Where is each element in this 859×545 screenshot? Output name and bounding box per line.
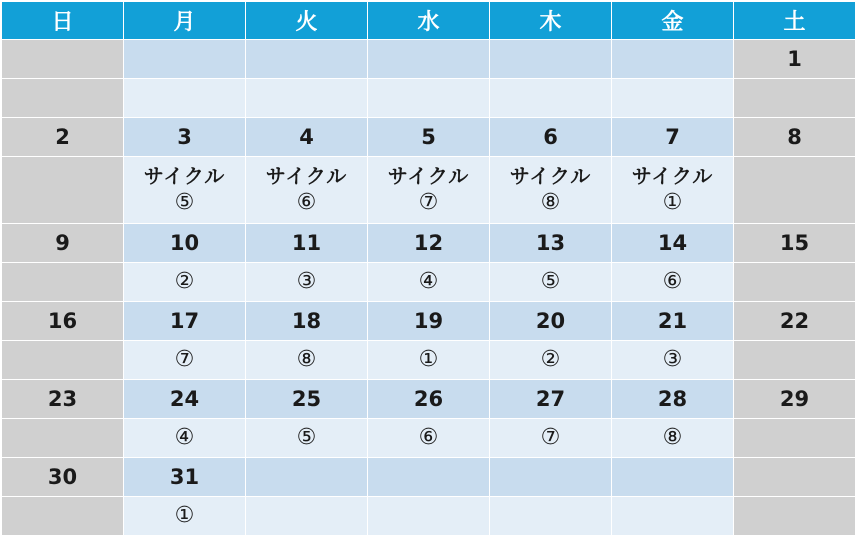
cycle-cell — [124, 79, 246, 118]
cycle-cell — [368, 157, 490, 224]
cycle-cell — [490, 79, 612, 118]
date-cell: 9 — [2, 224, 124, 263]
cycle-number: ⑦ — [540, 425, 561, 451]
cycle-cell — [2, 263, 124, 302]
date-cell: 20 — [490, 302, 612, 341]
cycle-number: ⑤ — [174, 189, 195, 215]
cycle-cell — [246, 497, 368, 536]
date-cell: 31 — [124, 458, 246, 497]
weekday-header-wed: 水 — [368, 2, 490, 40]
cycle-cell — [368, 419, 490, 458]
cycle-cell — [124, 497, 246, 536]
date-cell — [368, 458, 490, 497]
cycle-cell — [2, 79, 124, 118]
date-cell: 13 — [490, 224, 612, 263]
date-cell — [124, 40, 246, 79]
date-cell: 24 — [124, 380, 246, 419]
date-cell: 25 — [246, 380, 368, 419]
date-cell: 21 — [612, 302, 734, 341]
date-cell: 10 — [124, 224, 246, 263]
date-cell — [734, 458, 856, 497]
date-cell: 8 — [734, 118, 856, 157]
date-cell: 26 — [368, 380, 490, 419]
date-cell: 16 — [2, 302, 124, 341]
cycle-number: ③ — [662, 347, 683, 373]
cycle-number: ⑧ — [296, 347, 317, 373]
date-cell: 30 — [2, 458, 124, 497]
cycle-cell — [2, 157, 124, 224]
cycle-cell — [612, 157, 734, 224]
cycle-label: サイクル — [143, 163, 226, 188]
date-cell — [490, 458, 612, 497]
cycle-label: サイクル — [387, 163, 470, 188]
date-cell: 11 — [246, 224, 368, 263]
weekday-header-mon: 月 — [124, 2, 246, 40]
date-cell — [612, 40, 734, 79]
cycle-cell — [246, 263, 368, 302]
date-cell — [490, 40, 612, 79]
cycle-number: ⑤ — [540, 269, 561, 295]
cycle-cell — [734, 419, 856, 458]
cycle-cell — [124, 341, 246, 380]
cycle-cell — [490, 263, 612, 302]
date-cell: 17 — [124, 302, 246, 341]
cycle-number: ② — [174, 269, 195, 295]
cycle-cell — [124, 157, 246, 224]
cycle-cell — [2, 419, 124, 458]
weekday-header-thu: 木 — [490, 2, 612, 40]
cycle-cell — [490, 497, 612, 536]
cycle-number: ⑥ — [296, 189, 317, 215]
cycle-number: ④ — [174, 425, 195, 451]
cycle-cell — [2, 497, 124, 536]
cycle-number: ⑧ — [662, 425, 683, 451]
cycle-label: サイクル — [509, 163, 592, 188]
cycle-number: ② — [540, 347, 561, 373]
cycle-cell — [612, 341, 734, 380]
date-cell: 1 — [734, 40, 856, 79]
monthly-calendar — [2, 2, 856, 536]
weekday-header-tue: 火 — [246, 2, 368, 40]
cycle-number: ⑦ — [418, 189, 439, 215]
cycle-cell — [124, 263, 246, 302]
date-cell — [246, 458, 368, 497]
cycle-cell — [490, 419, 612, 458]
date-cell: 15 — [734, 224, 856, 263]
date-cell: 7 — [612, 118, 734, 157]
cycle-cell — [490, 341, 612, 380]
cycle-cell — [368, 341, 490, 380]
weekday-header-sat: 土 — [734, 2, 856, 40]
cycle-label: サイクル — [631, 163, 714, 188]
cycle-cell — [612, 497, 734, 536]
cycle-cell — [368, 263, 490, 302]
date-cell: 19 — [368, 302, 490, 341]
date-cell: 23 — [2, 380, 124, 419]
cycle-cell — [124, 419, 246, 458]
cycle-cell — [2, 341, 124, 380]
cycle-number: ① — [662, 189, 683, 215]
date-cell: 2 — [2, 118, 124, 157]
cycle-number: ⑦ — [174, 347, 195, 373]
cycle-cell — [734, 341, 856, 380]
date-cell: 6 — [490, 118, 612, 157]
cycle-number: ① — [174, 503, 195, 529]
date-cell: 5 — [368, 118, 490, 157]
cycle-cell — [734, 157, 856, 224]
date-cell: 29 — [734, 380, 856, 419]
date-cell: 3 — [124, 118, 246, 157]
date-cell: 27 — [490, 380, 612, 419]
date-cell: 28 — [612, 380, 734, 419]
cycle-label: サイクル — [265, 163, 348, 188]
cycle-number: ④ — [418, 269, 439, 295]
cycle-cell — [612, 263, 734, 302]
cycle-number: ⑥ — [418, 425, 439, 451]
cycle-cell — [612, 419, 734, 458]
date-cell: 22 — [734, 302, 856, 341]
cycle-cell — [612, 79, 734, 118]
cycle-number: ① — [418, 347, 439, 373]
cycle-cell — [734, 263, 856, 302]
cycle-cell — [368, 79, 490, 118]
cycle-number: ⑤ — [296, 425, 317, 451]
cycle-cell — [246, 419, 368, 458]
weekday-header-fri: 金 — [612, 2, 734, 40]
date-cell: 14 — [612, 224, 734, 263]
date-cell: 4 — [246, 118, 368, 157]
cycle-cell — [246, 341, 368, 380]
date-cell: 12 — [368, 224, 490, 263]
date-cell — [246, 40, 368, 79]
date-cell: 18 — [246, 302, 368, 341]
cycle-cell — [734, 79, 856, 118]
cycle-cell — [490, 157, 612, 224]
cycle-cell — [246, 157, 368, 224]
cycle-cell — [246, 79, 368, 118]
cycle-number: ⑥ — [662, 269, 683, 295]
date-cell — [2, 40, 124, 79]
cycle-cell — [368, 497, 490, 536]
date-cell — [368, 40, 490, 79]
weekday-header-sun: 日 — [2, 2, 124, 40]
cycle-number: ③ — [296, 269, 317, 295]
date-cell — [612, 458, 734, 497]
cycle-number: ⑧ — [540, 189, 561, 215]
cycle-cell — [734, 497, 856, 536]
